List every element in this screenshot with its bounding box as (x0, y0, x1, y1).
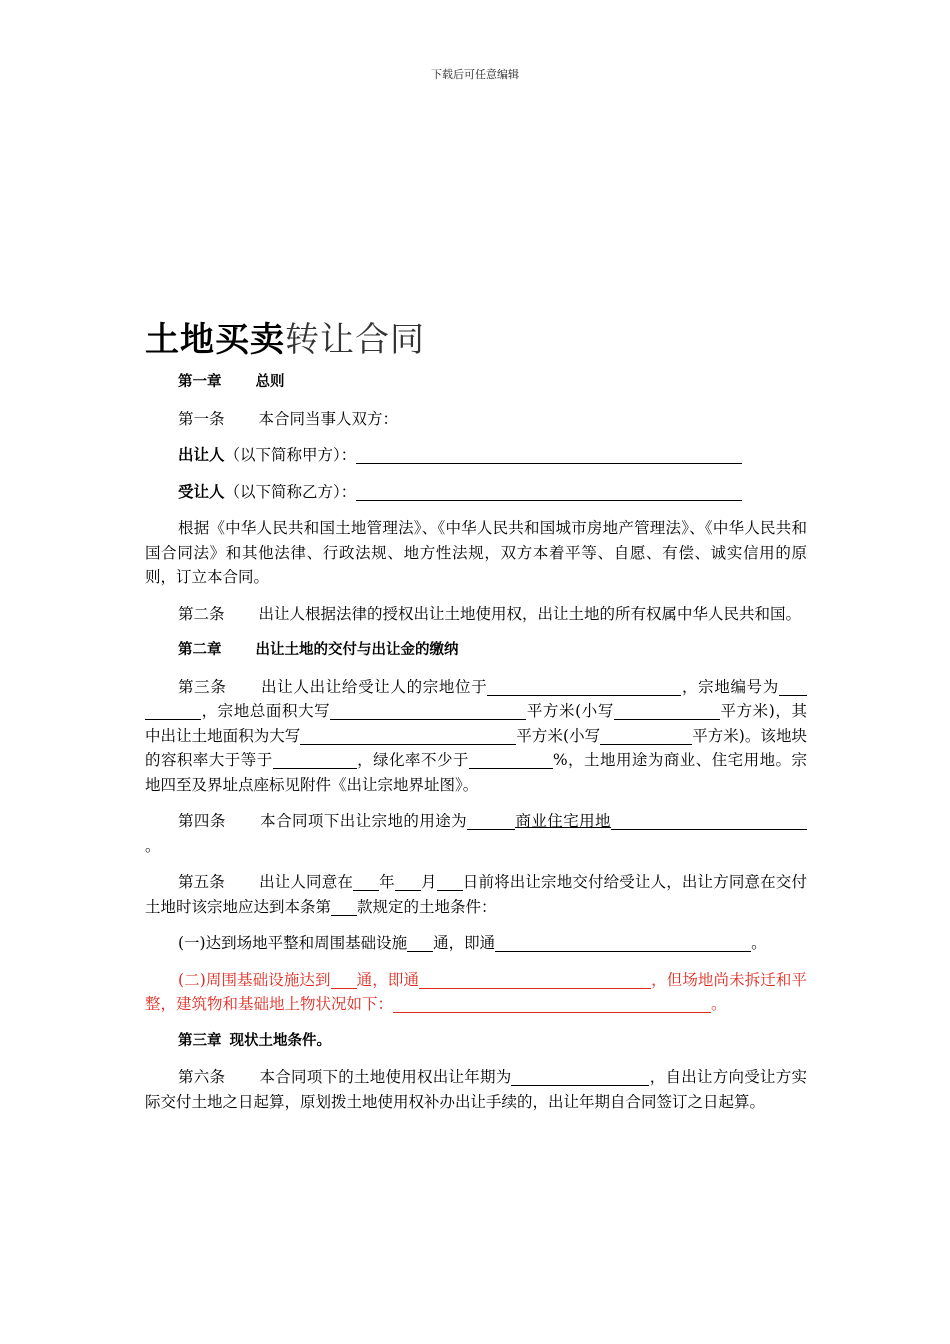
article-1: 第一条 本合同当事人双方： (178, 409, 399, 428)
month-blank[interactable] (395, 872, 421, 891)
plot-ratio-blank[interactable] (273, 750, 357, 769)
page-title (145, 312, 425, 361)
legal-basis-paragraph: 根据《中华人民共和国土地管理法》、《中华人民共和国城市房地产管理法》、《中华人民共和国合同法》和其他法律、行政法规、地方性法规，双方本着平等、自愿、有偿、诚实信用的原则，订立本合同。 (145, 519, 807, 586)
article-3: 第三条 出让人出让给受让人的宗地位于 ，宗地编号为，宗地总面积大写 平方米(小写 平方米)，其中出让土地面积为大写 平方米(小写 平方米)。该地块的容积率大于等于 ，绿化率不少于 %，土地用途为商业、住宅用地。宗地四至及界址点座标见附件《出让宗地界址图》。 (145, 677, 807, 794)
green-ratio-blank[interactable] (469, 750, 553, 769)
item1-count-blank[interactable] (407, 933, 433, 952)
chapter-3-heading: 第三章 现状土地条件。 (178, 1032, 331, 1049)
parcel-number-blank-a[interactable] (779, 677, 807, 696)
title-part2: 转让合同 (285, 320, 425, 360)
party-a-blank[interactable] (356, 445, 742, 464)
item1-detail-blank[interactable] (495, 933, 751, 952)
article-5: 第五条 出让人同意在 年 月 日前将出让宗地交付给受让人，出让方同意在交付土地时该宗地应达到本条第 款规定的土地条件： (145, 873, 807, 916)
party-b-line: 受让人（以下简称乙方）： (145, 480, 807, 505)
title-part1: 土地买卖 (145, 320, 285, 360)
parcel-number-blank-b[interactable] (145, 701, 201, 720)
land-use-value[interactable]: 商业住宅用地 (515, 812, 611, 830)
clause-number-blank[interactable] (331, 897, 357, 916)
condition-item-2: (二)周围基础设施达到 通，即通 ，但场地尚未拆迁和平整，建筑物和基础地上物状况如下： 。 (145, 970, 807, 1013)
item2-detail-blank[interactable] (419, 970, 651, 989)
year-blank[interactable] (353, 872, 379, 891)
item2-count-blank[interactable] (331, 970, 357, 989)
total-area-digits-blank[interactable] (614, 701, 720, 720)
location-blank[interactable] (487, 677, 681, 696)
item2-structures-blank[interactable] (393, 994, 711, 1013)
party-b-blank[interactable] (356, 482, 742, 501)
article-2: 第二条 出让人根据法律的授权出让土地使用权，出让土地的所有权属中华人民共和国。 (178, 604, 802, 623)
party-a-line: 出让人（以下简称甲方）： (145, 443, 807, 468)
article-6: 第六条 本合同项下的土地使用权出让年期为 ，自出让方向受让方实际交付土地之日起算，原划拨土地使用权补办出让手续的，出让年期自合同签订之日起算。 (145, 1068, 807, 1111)
total-area-words-blank[interactable] (330, 701, 526, 720)
day-blank[interactable] (437, 872, 463, 891)
article-4: 第四条 本合同项下出让宗地的用途为 商业住宅用地。 (145, 809, 807, 858)
condition-item-1: (一)达到场地平整和周围基础设施 通，即通 。 (178, 934, 767, 952)
transfer-area-words-blank[interactable] (300, 726, 516, 745)
header-note: 下载后可任意编辑 (431, 68, 519, 81)
chapter-2-heading: 第二章 出让土地的交付与出让金的缴纳 (178, 642, 459, 658)
transfer-area-digits-blank[interactable] (600, 726, 692, 745)
contract-body (145, 370, 807, 1126)
term-years-blank[interactable] (511, 1067, 649, 1086)
chapter-1-heading: 第一章 总则 (178, 374, 285, 390)
